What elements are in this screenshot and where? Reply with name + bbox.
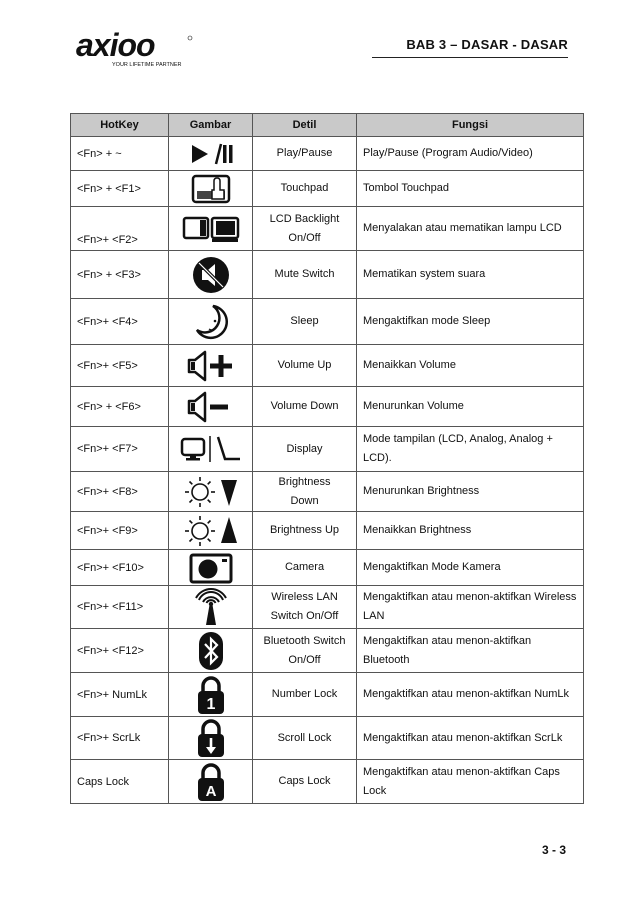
table-row [71,512,584,550]
brightness-down-icon [183,475,239,509]
hotkey-cell: <Fn>+ <F8> [71,472,169,512]
svg-text:1: 1 [206,695,215,713]
header-rule [372,57,568,58]
detail-cell: Brightness Down [253,472,357,512]
detail-cell: Volume Up [253,345,357,387]
col-header-hotkey: HotKey [71,114,169,137]
display-switch-icon [180,434,242,464]
hotkey-cell: <Fn> + ~ [71,137,169,171]
hotkey-table [70,113,584,804]
axioo-logo [76,28,196,70]
table-row [71,207,584,251]
detail-cell: Wireless LAN Switch On/Off [253,586,357,629]
hotkey-cell: <Fn>+ <F5> [71,345,169,387]
table-row [71,171,584,207]
function-cell: Menyalakan atau mematikan lampu LCD [357,207,584,251]
logo-wordmark: axioo [76,28,155,63]
detail-cell: Number Lock [253,673,357,717]
detail-cell: Touchpad [253,171,357,207]
detail-cell: Mute Switch [253,251,357,299]
table-row [71,586,584,629]
table-row [71,550,584,586]
hotkey-cell: <Fn> + <F6> [71,387,169,427]
function-cell: Mengaktifkan atau menon-aktifkan Bluetooth [357,629,584,673]
logo-tagline: YOUR LIFETIME PARTNER [112,62,182,68]
brightness-up-icon [183,514,239,548]
function-cell: Menurunkan Volume [357,387,584,427]
hotkey-cell: <Fn>+ <F4> [71,299,169,345]
hotkey-cell: Caps Lock [71,760,169,804]
bluetooth-icon [198,631,224,671]
table-row [71,427,584,472]
volume-down-icon [187,391,235,423]
play-pause-icon [188,143,234,165]
hotkey-cell: <Fn> + <F3> [71,251,169,299]
table-row [71,345,584,387]
function-cell: Menaikkan Volume [357,345,584,387]
detail-cell: Bluetooth Switch On/Off [253,629,357,673]
hotkey-cell: <Fn>+ <F10> [71,550,169,586]
caps-lock-icon [196,762,226,802]
number-lock-icon [196,675,226,715]
detail-cell: Camera [253,550,357,586]
function-cell: Mengaktifkan mode Sleep [357,299,584,345]
function-cell: Mengaktifkan Mode Kamera [357,550,584,586]
function-cell: Menaikkan Brightness [357,512,584,550]
table-row [71,760,584,804]
function-cell: Play/Pause (Program Audio/Video) [357,137,584,171]
col-header-detil: Detil [253,114,357,137]
wireless-icon [194,588,228,626]
camera-icon [189,552,233,584]
detail-cell: Volume Down [253,387,357,427]
table-row [71,673,584,717]
table-row [71,387,584,427]
detail-cell: Caps Lock [253,760,357,804]
table-row [71,629,584,673]
sleep-moon-icon [191,303,231,341]
function-cell: Mematikan system suara [357,251,584,299]
hotkey-cell: <Fn>+ ScrLk [71,717,169,760]
table-row [71,137,584,171]
detail-cell: LCD Backlight On/Off [253,207,357,251]
function-cell: Mengaktifkan atau menon-aktifkan Caps Lock [357,760,584,804]
hotkey-cell: <Fn>+ <F7> [71,427,169,472]
table-header-row [71,114,584,137]
detail-cell: Sleep [253,299,357,345]
hotkey-cell: <Fn>+ <F12> [71,629,169,673]
hotkey-cell: <Fn>+ <F9> [71,512,169,550]
col-header-gambar: Gambar [169,114,253,137]
lcd-backlight-icon [182,214,240,244]
hotkey-cell: <Fn>+ NumLk [71,673,169,717]
function-cell: Mengaktifkan atau menon-aktifkan Wireless LAN [357,586,584,629]
function-cell: Tombol Touchpad [357,171,584,207]
detail-cell: Brightness Up [253,512,357,550]
mute-icon [191,255,231,295]
table-row [71,717,584,760]
hotkey-cell: <Fn> + <F1> [71,171,169,207]
table-row [71,299,584,345]
touchpad-icon [191,174,231,204]
detail-cell: Display [253,427,357,472]
hotkey-cell: <Fn>+ <F11> [71,586,169,629]
function-cell: Mengaktifkan atau menon-aktifkan ScrLk [357,717,584,760]
function-cell: Menurunkan Brightness [357,472,584,512]
chapter-title: BAB 3 – DASAR - DASAR [406,37,568,52]
page-number: 3 - 3 [541,843,566,857]
hotkey-cell: <Fn>+ <F2> [71,207,169,251]
detail-cell: Scroll Lock [253,717,357,760]
table-row [71,251,584,299]
function-cell: Mengaktifkan atau menon-aktifkan NumLk [357,673,584,717]
detail-cell: Play/Pause [253,137,357,171]
scroll-lock-icon [196,718,226,758]
svg-text:A: A [205,782,216,800]
function-cell: Mode tampilan (LCD, Analog, Analog + LCD). [357,427,584,472]
volume-up-icon [187,350,235,382]
col-header-fungsi: Fungsi [357,114,584,137]
table-row [71,472,584,512]
